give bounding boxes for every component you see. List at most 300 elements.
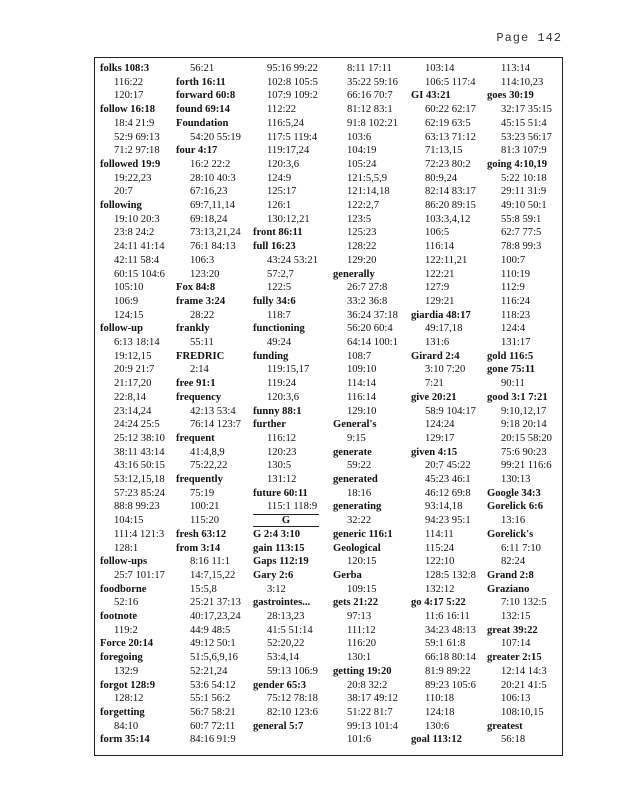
index-reference: 115:1 118:9 [267,501,318,513]
index-reference: 34:23 48:13 [425,624,476,636]
index-reference: 25:7 101:17 [114,569,165,581]
index-reference: 112:22 [267,104,297,116]
index-term: GI 43:21 [411,90,451,102]
index-reference: 16:2 22:2 [190,158,231,170]
index-term: free 91:1 [176,378,216,390]
index-reference: 91:8 102:21 [347,117,398,129]
index-reference: 124:24 [425,419,455,431]
index-reference: 3:12 [267,583,286,595]
index-reference: 33:2 36:8 [347,295,388,307]
index-term: funny 88:1 [253,405,302,417]
index-reference: 59:22 [347,460,372,472]
index-reference: 122:10 [425,556,455,568]
index-term: foregoing [100,652,143,664]
index-reference: 116:14 [347,391,377,403]
index-term: gain 113:15 [253,542,305,554]
index-term: Foundation [176,117,229,129]
index-reference: 128:12 [114,693,144,705]
index-term: generate [333,446,372,458]
index-reference: 8:11 17:11 [347,63,392,74]
index-reference: 20:9 21:7 [114,364,155,376]
index-term: give 20:21 [411,391,457,403]
index-reference: 126:1 [267,200,292,211]
index-reference: 106:3 [190,254,215,266]
index-reference: 75:12 78:18 [267,693,318,705]
index-reference: 116:20 [347,638,377,650]
index-term: greater 2:15 [487,652,542,664]
index-reference: 28:13,23 [267,611,305,622]
index-term: going 4:10,19 [487,158,548,170]
index-reference: 20:21 41:5 [501,679,547,691]
index-reference: 51:22 81:7 [347,706,393,718]
index-reference: 102:8 105:5 [267,76,318,88]
index-term: from 3:14 [176,542,221,554]
index-reference: 41:4,8,9 [190,446,225,458]
index-term: Girard 2:4 [411,350,460,362]
index-reference: 122:21 [425,268,455,280]
index-reference: 114:10,23 [501,76,544,88]
index-reference: 75:19 [190,487,215,499]
index-reference: 64:14 100:1 [347,337,398,348]
index-reference: 103:14 [425,63,455,74]
index-reference: 122:2,7 [347,200,380,211]
index-reference: 81:12 83:1 [347,104,393,116]
index-reference: 62:19 63:5 [425,117,471,129]
index-reference: 115:20 [190,515,220,527]
index-reference: 82:10 123:6 [267,706,318,718]
index-reference: 44:9 48:5 [190,624,231,636]
index-term: giardia 48:17 [411,309,471,321]
index-reference: 54:20 55:19 [190,131,241,143]
index-reference: 60:22 62:17 [425,104,476,116]
index-reference: 122:11,21 [425,254,468,266]
index-reference: 130:13 [501,474,531,485]
index-reference: 107:9 109:2 [267,90,318,102]
index-reference: 122:5 [267,282,292,294]
index-reference: 124:18 [425,706,455,718]
index-reference: 52:20,22 [267,638,305,650]
index-reference: 18:4 21:9 [114,117,155,129]
index-reference: 124:9 [267,172,292,184]
index-reference: 108:7 [347,350,372,362]
index-reference: 120:3,6 [267,158,300,170]
index-term: generating [333,501,382,513]
index-term: Google 34:3 [487,487,541,499]
index-term: frequent [176,432,215,444]
index-reference: 25:21 37:13 [190,597,241,609]
index-term: goes 30:19 [487,90,534,102]
index-reference: 23:14,24 [114,405,152,417]
index-reference: 128:1 [114,542,139,554]
index-reference: 19:22,23 [114,172,152,184]
index-reference: 29:11 31:9 [501,186,547,198]
index-reference: 84:10 [114,720,139,732]
index-term: forgetting [100,706,145,718]
index-reference: 15:5,8 [190,583,217,595]
index-reference: 43:24 53:21 [267,254,318,266]
index-reference: 26:7 27:8 [347,282,388,294]
index-reference: 109:10 [347,364,377,376]
index-term: future 60:11 [253,487,308,499]
index-reference: 42:13 53:4 [190,405,236,417]
index-reference: 125:17 [267,186,297,198]
index-reference: 73:13,21,24 [190,227,241,239]
index-term: folks 108:3 [100,63,150,74]
index-term: Graziano [487,583,530,595]
index-reference: 101:6 [347,734,372,746]
index-term: General's [333,419,377,431]
index-reference: 121:5,5,9 [347,172,388,184]
index-term: Geological [333,542,381,554]
index-term: Gerba [333,569,362,581]
index-reference: 118:23 [501,309,531,321]
index-reference: 128:22 [347,241,377,253]
index-reference: 28:10 40:3 [190,172,236,184]
index-term: gone 75:11 [487,364,535,376]
index-term: generally [333,268,375,280]
index-reference: 120:15 [347,556,377,568]
index-reference: 3:10 7:20 [425,364,466,376]
index-reference: 81:9 89:22 [425,665,471,677]
index-reference: 130:6 [425,720,450,732]
index-reference: 57:2,7 [267,268,294,280]
index-reference: 41:5 51:14 [267,624,313,636]
index-reference: 56:18 [501,734,526,746]
index-reference: 94:23 95:1 [425,515,471,527]
index-term: forgot 128:9 [100,679,156,691]
index-reference: 71:2 97:18 [114,145,160,157]
index-reference: 82:14 83:17 [425,186,476,198]
index-reference: 12:14 14:3 [501,665,547,677]
index-reference: 36:24 37:18 [347,309,398,321]
index-reference: 89:23 105:6 [425,679,476,691]
index-term: forward 60:8 [176,90,236,102]
index-term: followed 19:9 [100,158,161,170]
index-reference: 116:24 [501,295,531,307]
index-reference: 105:10 [114,282,144,294]
index-reference: 125:23 [347,227,377,239]
index-reference: 132:12 [425,583,455,595]
index-reference: 131:17 [501,337,531,348]
index-term: Gary 2:6 [253,569,294,581]
index-reference: 19:12,15 [114,350,152,362]
index-reference: 88:8 99:23 [114,501,160,513]
index-term: further [253,419,286,431]
index-reference: 112:9 [501,282,525,294]
index-reference: 103:6 [347,131,372,143]
index-reference: 105:24 [347,158,377,170]
index-reference: 110:18 [425,693,455,705]
index-reference: 7:21 [425,378,444,390]
index-reference: 124:4 [501,323,526,335]
index-reference: 49:10 50:1 [501,200,547,211]
index-reference: 56:20 60:4 [347,323,393,335]
index-reference: 106:9 [114,295,139,307]
index-reference: 120:23 [267,446,297,458]
index-reference: 118:7 [267,309,291,321]
index-reference: 35:22 59:16 [347,76,398,88]
index-table [94,57,563,756]
index-reference: 60:15 104:6 [114,268,165,280]
index-reference: 78:8 99:3 [501,241,542,253]
index-reference: 20:7 45:22 [425,460,471,472]
index-term: Gaps 112:19 [253,556,309,568]
index-reference: 116:5,24 [267,117,304,129]
index-reference: 57:23 85:24 [114,487,165,499]
index-reference: 28:22 [190,309,215,321]
index-reference: 56:21 [190,63,215,74]
index-term: generated [333,474,378,485]
index-term: go 4:17 5:22 [411,597,466,609]
index-reference: 66:18 80:14 [425,652,476,664]
index-reference: 45:23 46:1 [425,474,471,485]
index-reference: 55:1 56:2 [190,693,231,705]
index-reference: 19:10 20:3 [114,213,160,225]
index-reference: 106:5 [425,227,450,239]
index-term: great 39:22 [487,624,538,636]
index-reference: 128:5 132:8 [425,569,476,581]
index-reference: 100:21 [190,501,220,513]
index-reference: 53:4,14 [267,652,300,664]
index-reference: 81:3 107:9 [501,145,547,157]
index-reference: 130:5 [267,460,292,472]
index-reference: 9:15 [347,432,366,444]
index-term: front 86:11 [253,227,303,239]
index-reference: 55:8 59:1 [501,213,542,225]
index-reference: 93:14,18 [425,501,463,513]
index-term: getting 19:20 [333,665,392,677]
index-reference: 51:5,6,9,16 [190,652,238,664]
index-reference: 40:17,23,24 [190,611,241,622]
index-reference: 53:6 54:12 [190,679,236,691]
index-reference: 131:6 [425,337,450,348]
index-reference: 49:17,18 [425,323,463,335]
index-reference: 132:15 [501,611,531,622]
index-reference: 55:11 [190,337,214,348]
index-reference: 23:8 24:2 [114,227,155,239]
index-reference: 120:3,6 [267,391,300,403]
index-reference: 129:21 [425,295,455,307]
index-reference: 69:7,11,14 [190,200,235,211]
index-reference: 97:13 [347,611,372,622]
index-reference: 76:1 84:13 [190,241,236,253]
index-term: forth 16:11 [176,76,226,88]
index-term: fresh 63:12 [176,528,227,540]
index-reference: 104:19 [347,145,377,157]
index-reference: 111:4 121:3 [114,528,165,540]
index-reference: 76:14 123:7 [190,419,241,431]
index-term: found 69:14 [176,104,230,116]
index-reference: 116:12 [267,432,297,444]
index-reference: 123:20 [190,268,220,280]
index-reference: 38:17 49:12 [347,693,398,705]
index-term: funding [253,350,289,362]
index-reference: 99:21 116:6 [501,460,552,472]
index-term: frame 3:24 [176,295,226,307]
index-reference: 75:22,22 [190,460,228,472]
index-reference: 18:16 [347,487,372,499]
index-reference: 21:17,20 [114,378,152,390]
index-reference: 123:5 [347,213,372,225]
index-term: gold 116:5 [487,350,534,362]
index-term: fully 34:6 [253,295,296,307]
index-reference: 120:17 [114,90,144,102]
index-term: Grand 2:8 [487,569,534,581]
index-reference: 6:11 7:10 [501,542,541,554]
index-reference: 72:23 80:2 [425,158,471,170]
index-term: gender 65:3 [253,679,307,691]
index-reference: 86:20 89:15 [425,200,476,211]
index-term: full 16:23 [253,241,296,253]
index-reference: 8:16 11:1 [190,556,230,568]
index-reference: 100:7 [501,254,526,266]
index-term: follow-ups [100,556,148,568]
index-reference: 53:23 56:17 [501,131,552,143]
index-reference: 127:9 [425,282,450,294]
index-reference: 84:16 91:9 [190,734,236,746]
index-reference: 60:7 72:11 [190,720,236,732]
index-term: gets 21:22 [333,597,379,609]
index-reference: 71:13,15 [425,145,463,157]
index-reference: 20:8 32:2 [347,679,388,691]
index-reference: 52:21,24 [190,665,228,677]
index-reference: 108:10,15 [501,706,544,718]
index-term: frequently [176,474,223,485]
index-reference: 116:22 [114,76,144,88]
index-term: FREDRIC [176,350,225,362]
index-reference: 52:9 69:13 [114,131,160,143]
index-term: frequency [176,391,222,403]
index-reference: 132:9 [114,665,139,677]
index-reference: 14:7,15,22 [190,569,236,581]
index-reference: 95:16 99:22 [267,63,318,74]
index-reference: 63:13 71:12 [425,131,476,143]
index-reference: 103:3,4,12 [425,213,471,225]
index-reference: 6:13 18:14 [114,337,160,348]
index-reference: 104:15 [114,515,144,527]
index-reference: 116:14 [425,241,455,253]
index-reference: 66:16 70:7 [347,90,393,102]
index-reference: 106:13 [501,693,531,705]
index-reference: 7:10 132:5 [501,597,547,609]
index-reference: 9:10,12,17 [501,405,547,417]
index-reference: 43:16 50:15 [114,460,165,472]
index-reference: 24:11 41:14 [114,241,165,253]
index-reference: 113:14 [501,63,531,74]
index-reference: 119:17,24 [267,145,310,157]
index-reference: 130:12,21 [267,213,310,225]
index-term: form 35:14 [100,734,150,746]
index-term: given 4:15 [411,446,458,458]
index-reference: 130:1 [347,652,372,664]
index-reference: 2:14 [190,364,209,376]
index-reference: 67:16,23 [190,186,228,198]
index-reference: 117:5 119:4 [267,131,318,143]
index-reference: 49:12 50:1 [190,638,236,650]
index-reference: 32:17 35:15 [501,104,552,116]
index-reference: 115:24 [425,542,455,554]
index-term: G 2:4 3:10 [253,528,301,540]
index-reference: 107:14 [501,638,531,650]
index-reference: 62:7 77:5 [501,227,542,239]
index-reference: 114:14 [347,378,377,390]
index-term: foodborne [100,583,147,595]
index-term: follow 16:18 [100,104,156,116]
index-reference: 114:11 [425,528,454,540]
index-reference: 80:9,24 [425,172,458,184]
index-reference: 52:16 [114,597,139,609]
index-reference: 42:11 58:4 [114,254,160,266]
index-reference: 58:9 104:17 [425,405,476,417]
page-number-label: Page 142 [496,31,562,45]
index-reference: 59:1 61:8 [425,638,466,650]
index-reference: 129:20 [347,254,377,266]
index-reference: 106:5 117:4 [425,76,476,88]
index-term: follow-up [100,323,143,335]
index-reference: 22:8,14 [114,391,147,403]
index-reference: 119:15,17 [267,364,310,376]
index-reference: 46:12 69:8 [425,487,471,499]
index-reference: 11:6 16:11 [425,611,470,622]
index-term: Fox 84:8 [176,282,216,294]
index-reference: 109:15 [347,583,377,595]
index-reference: 32:22 [347,515,372,527]
index-reference: 20:7 [114,186,133,198]
index-term: functioning [253,323,305,335]
index-term: Gorelick's [487,528,534,540]
index-reference: 20:15 58:20 [501,432,552,444]
index-term: general 5:7 [253,720,304,732]
index-reference: 13:16 [501,515,526,527]
index-reference: 129:17 [425,432,455,444]
index-term: following [100,200,142,211]
index-term: goal 113:12 [411,734,462,746]
index-reference: 56:7 58:21 [190,706,236,718]
index-reference: 111:12 [347,624,376,636]
index-term: frankly [176,323,210,335]
index-reference: 110:19 [501,268,531,280]
index-term: four 4:17 [176,145,218,157]
index-reference: 75:6 90:23 [501,446,547,458]
index-term: Gorelick 6:6 [487,501,543,513]
index-reference: 69:18,24 [190,213,228,225]
index-reference: 119:24 [267,378,297,390]
index-reference: 124:15 [114,309,144,321]
index-reference: 45:15 51:4 [501,117,547,129]
index-reference: 5:22 10:18 [501,172,547,184]
index-term: Force 20:14 [100,638,154,650]
index-reference: 90:11 [501,378,525,390]
index-reference: 59:13 106:9 [267,665,318,677]
index-reference: 82:24 [501,556,526,568]
index-term: greatest [487,720,523,732]
index-reference: 121:14,18 [347,186,390,198]
index-reference: 38:11 43:14 [114,446,165,458]
index-reference: 25:12 38:10 [114,432,165,444]
index-reference: 24:24 25:5 [114,419,160,431]
index-reference: 99:13 101:4 [347,720,398,732]
index-reference: 53:12,15,18 [114,474,165,485]
index-reference: 49:24 [267,337,292,348]
index-section-letter: G [253,514,319,527]
index-term: generic 116:1 [333,528,393,540]
index-reference: 129:10 [347,405,377,417]
index-reference: 131:12 [267,474,297,485]
index-reference: 9:18 20:14 [501,419,547,431]
index-term: good 3:1 7:21 [487,391,548,403]
index-reference: 119:2 [114,624,138,636]
index-term: footnote [100,611,138,622]
